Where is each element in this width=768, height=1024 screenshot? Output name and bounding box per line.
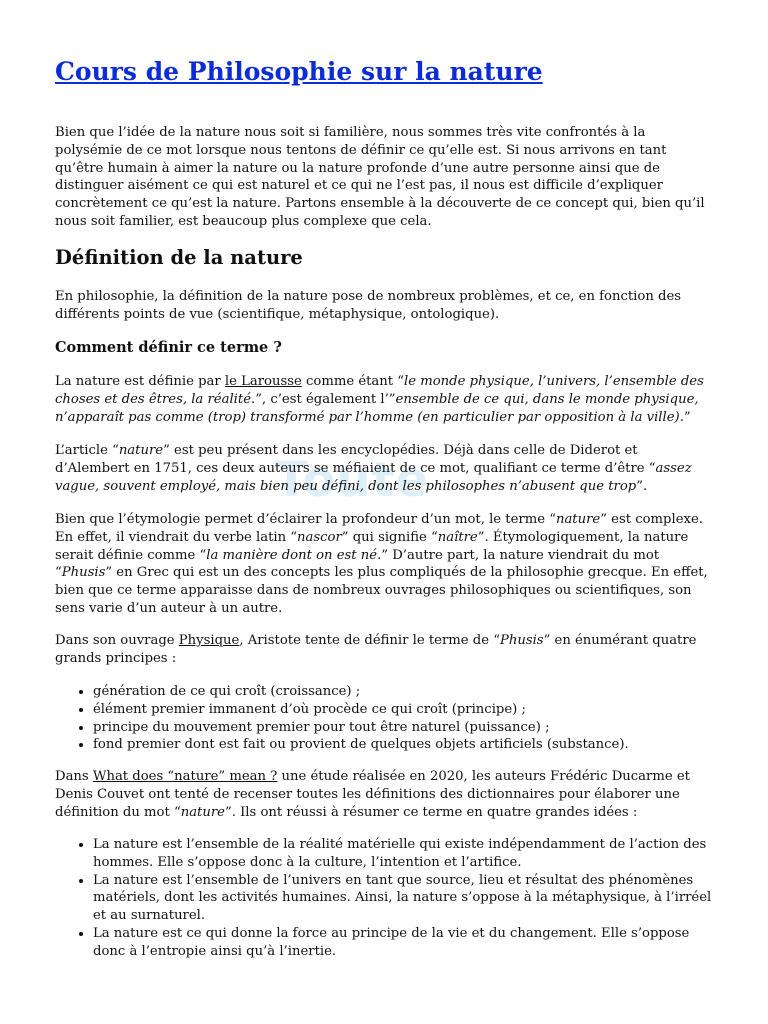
text: Dans son ouvrage — [55, 633, 179, 648]
watermark-logo: Toute — [275, 452, 430, 508]
quote: la manière dont on est né — [206, 547, 378, 563]
list-item: • fond premier dont est fait ou provient de quelques objets artificiels (substance). — [93, 736, 715, 754]
text: ”. — [636, 478, 648, 494]
section-heading-definition: Définition de la nature — [55, 246, 303, 269]
title-link[interactable]: Cours de Philosophie sur la nature — [55, 57, 543, 86]
text: ”. Étymologiquement, la nature serait définie comme “ — [55, 529, 689, 563]
section-paragraph: En philosophie, la définition de la nature pose de nombreux problèmes, et ce, en fonction des différents points de vue (scientifique, métaphysique, ontologique). — [55, 289, 682, 322]
text: .” D’autre part, la nature viendrait du mot “ — [55, 547, 660, 581]
text: , Aristote tente de définir le terme de “ — [239, 633, 500, 648]
text: Bien que l’étymologie permet d’éclairer la profondeur d’un mot, le terme “ — [55, 512, 556, 527]
text: ” en énumérant quatre grands principes : — [55, 633, 697, 666]
list-item: • La nature est l’ensemble de l’univers en tant que source, lieu et résultat des phénomènes matériels, dont les activités humaines. Ainsi, la nature s’oppose à la métaphysique, à l’irréel et au surnaturel. — [93, 872, 715, 925]
larousse-paragraph — [55, 373, 715, 426]
subsection-heading: Comment définir ce terme ? — [55, 339, 282, 356]
list-item: • La nature est ce qui donne la force au principe de la vie et du changement. Elle s’oppose donc à l’entropie ainsi qu’à l’inertie. — [93, 925, 715, 961]
physique-link[interactable]: Physique — [178, 633, 240, 648]
list-item: • principe du mouvement premier pour tout être naturel (puissance) ; — [93, 719, 715, 737]
text: ” est complexe. En effet, il viendrait du verbe latin “ — [55, 512, 703, 545]
principles-list — [55, 683, 715, 754]
quote: le monde physique, l’univers, l’ensemble des choses et des êtres, la réalité — [55, 374, 704, 407]
list-item: • génération de ce qui croît (croissance) ; — [93, 683, 715, 701]
text: .” — [679, 409, 691, 425]
text: La nature est définie par — [55, 374, 225, 389]
text: L’article “ — [55, 443, 119, 458]
term: nature — [118, 443, 164, 458]
text: comme étant “ — [301, 374, 405, 389]
term: nature — [555, 512, 601, 527]
study-paragraph — [55, 768, 715, 821]
term: Phusis — [61, 565, 106, 581]
text: ” est peu présent dans les encyclopédies. Déjà dans celle de Diderot et d’Alembert en 1751, ces deux auteurs se méfiaient de ce mot, qualifiant ce terme d’être “ — [55, 443, 656, 476]
study-link[interactable]: What does “nature” mean ? — [92, 769, 278, 784]
list-item: • La nature est l’ensemble de la réalité matérielle qui existe indépendamment de l’action des hommes. Elle s’oppose donc à la culture, l’intention et l’artifice. — [93, 836, 715, 872]
term: nature — [180, 804, 225, 820]
term: naître — [437, 529, 478, 545]
encyclopedia-paragraph — [55, 442, 715, 508]
text: .”, c’est également l’” — [251, 391, 396, 407]
text: ” en Grec qui est un des concepts les plus compliqués de la philosophie grecque. En effet, bien que ce terme apparaisse dans de nombreux ouvrages philosophiques ou scientifiques, son sens varie d’un auteur à un autre. — [55, 565, 708, 616]
term: Phusis — [499, 633, 544, 648]
page-title — [55, 56, 543, 88]
quote: ensemble de ce qui, dans le monde physique, n’apparaît pas comme (trop) transformé par l’homme (en particulier par opposition à la ville) — [55, 391, 699, 425]
intro-paragraph: Bien que l’idée de la nature nous soit si familière, nous sommes très vite confrontés à la polysémie de ce mot lorsque nous tentons de définir ce qu’elle est. Si nous arrivons en tant qu’être humain à aimer la nature ou la nature profonde d’une autre personne ainsi que de distinguer aisément ce qui est naturel et ce qui ne l’est pas, il nous est difficile d’expliquer concrètement ce qu’est la nature. Partons ensemble à la découverte de ce concept qui, bien qu’il nous soit familier, est beaucoup plus complexe que cela. — [55, 125, 705, 229]
list-item: • élément premier immanent d’où procède ce qui croît (principe) ; — [93, 701, 715, 719]
text: une étude réalisée en 2020, les auteurs Frédéric Ducarme et Denis Couvet ont tenté de recenser toutes les définitions des dictionnaires pour élaborer une définition du mot “ — [55, 769, 690, 820]
text: Dans — [55, 769, 93, 784]
ideas-list — [55, 836, 715, 961]
text: ” qui signifie “ — [341, 529, 438, 545]
quote: assez vague, souvent employé, mais bien peu défini, dont les philosophes n’abusent que trop — [55, 460, 692, 494]
text: ”. Ils ont réussi à résumer ce terme en quatre grandes idées : — [224, 804, 638, 820]
larousse-link[interactable]: le Larousse — [224, 374, 302, 389]
etymology-paragraph — [55, 511, 715, 618]
aristote-paragraph — [55, 632, 715, 668]
term: nascor — [297, 529, 342, 545]
